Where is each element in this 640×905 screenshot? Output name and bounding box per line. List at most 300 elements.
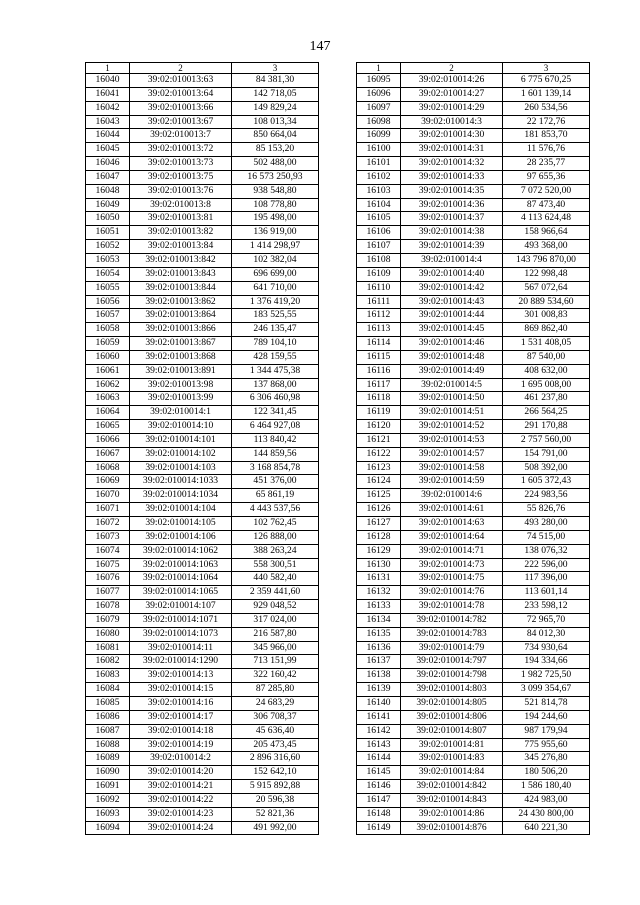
row-number-cell: 16044 — [86, 129, 130, 143]
table-row — [86, 807, 319, 821]
row-number-cell: 16074 — [86, 544, 130, 558]
row-number-cell: 16045 — [86, 143, 130, 157]
table-row — [357, 517, 590, 531]
cadastral-number-cell: 39:02:010013:63 — [130, 74, 232, 88]
value-cell: 138 076,32 — [503, 544, 590, 558]
value-cell: 5 915 892,88 — [232, 780, 319, 794]
table-row — [86, 683, 319, 697]
value-cell: 126 888,00 — [232, 530, 319, 544]
cadastral-number-cell: 39:02:010014:5 — [401, 378, 503, 392]
value-cell: 734 930,64 — [503, 641, 590, 655]
registry-table-right — [356, 62, 590, 835]
table-row — [86, 253, 319, 267]
table-row — [86, 517, 319, 531]
cadastral-number-cell: 39:02:010014:22 — [130, 793, 232, 807]
cadastral-number-cell: 39:02:010014:20 — [130, 766, 232, 780]
value-cell: 149 829,24 — [232, 101, 319, 115]
value-cell: 102 762,45 — [232, 517, 319, 531]
cadastral-number-cell: 39:02:010014:18 — [130, 724, 232, 738]
row-number-cell: 16143 — [357, 738, 401, 752]
row-number-cell: 16064 — [86, 406, 130, 420]
cadastral-number-cell: 39:02:010014:21 — [130, 780, 232, 794]
cadastral-number-cell: 39:02:010014:36 — [401, 198, 503, 212]
row-number-cell: 16138 — [357, 669, 401, 683]
table-row — [86, 115, 319, 129]
cadastral-number-cell: 39:02:010013:844 — [130, 281, 232, 295]
value-cell: 183 525,55 — [232, 309, 319, 323]
cadastral-number-cell: 39:02:010014:19 — [130, 738, 232, 752]
value-cell: 16 573 250,93 — [232, 170, 319, 184]
table-row — [86, 821, 319, 835]
table-row — [357, 157, 590, 171]
cadastral-number-cell: 39:02:010014:52 — [401, 420, 503, 434]
table-row — [86, 350, 319, 364]
table-row — [357, 170, 590, 184]
row-number-cell: 16080 — [86, 627, 130, 641]
table-row — [86, 710, 319, 724]
value-cell: 938 548,80 — [232, 184, 319, 198]
cadastral-number-cell: 39:02:010013:7 — [130, 129, 232, 143]
value-cell: 567 072,64 — [503, 281, 590, 295]
row-number-cell: 16145 — [357, 766, 401, 780]
cadastral-number-cell: 39:02:010014:46 — [401, 337, 503, 351]
row-number-cell: 16149 — [357, 821, 401, 835]
row-number-cell: 16131 — [357, 572, 401, 586]
cadastral-number-cell: 39:02:010013:868 — [130, 350, 232, 364]
cadastral-number-cell: 39:02:010014:1033 — [130, 475, 232, 489]
row-number-cell: 16106 — [357, 226, 401, 240]
cadastral-number-cell: 39:02:010014:10 — [130, 420, 232, 434]
row-number-cell: 16108 — [357, 253, 401, 267]
cadastral-number-cell: 39:02:010014:29 — [401, 101, 503, 115]
value-cell: 2 359 441,60 — [232, 586, 319, 600]
row-number-cell: 16046 — [86, 157, 130, 171]
table-row — [86, 267, 319, 281]
cadastral-number-cell: 39:02:010014:798 — [401, 669, 503, 683]
row-number-cell: 16140 — [357, 696, 401, 710]
table-row — [357, 143, 590, 157]
value-cell: 713 151,99 — [232, 655, 319, 669]
table-row — [357, 309, 590, 323]
row-number-cell: 16091 — [86, 780, 130, 794]
row-number-cell: 16093 — [86, 807, 130, 821]
row-number-cell: 16146 — [357, 780, 401, 794]
row-number-cell: 16132 — [357, 586, 401, 600]
cadastral-number-cell: 39:02:010014:803 — [401, 683, 503, 697]
table-row — [357, 821, 590, 835]
value-cell: 1 586 180,40 — [503, 780, 590, 794]
table-row — [86, 558, 319, 572]
row-number-cell: 16112 — [357, 309, 401, 323]
cadastral-number-cell: 39:02:010013:864 — [130, 309, 232, 323]
table-row — [86, 503, 319, 517]
row-number-cell: 16063 — [86, 392, 130, 406]
value-cell: 291 170,88 — [503, 420, 590, 434]
row-number-cell: 16128 — [357, 530, 401, 544]
table-row — [357, 752, 590, 766]
cadastral-number-cell: 39:02:010014:842 — [401, 780, 503, 794]
value-cell: 521 814,78 — [503, 696, 590, 710]
cadastral-number-cell: 39:02:010014:71 — [401, 544, 503, 558]
table-row — [357, 129, 590, 143]
value-cell: 1 344 475,38 — [232, 364, 319, 378]
value-cell: 195 498,00 — [232, 212, 319, 226]
table-row — [86, 752, 319, 766]
row-number-cell: 16095 — [357, 74, 401, 88]
cadastral-number-cell: 39:02:010014:43 — [401, 295, 503, 309]
column-header-number: 1 — [357, 63, 401, 74]
cadastral-number-cell: 39:02:010014:807 — [401, 724, 503, 738]
row-number-cell: 16123 — [357, 461, 401, 475]
value-cell: 345 966,00 — [232, 641, 319, 655]
cadastral-number-cell: 39:02:010013:82 — [130, 226, 232, 240]
table-row — [86, 281, 319, 295]
row-number-cell: 16105 — [357, 212, 401, 226]
table-row — [357, 683, 590, 697]
table-row — [357, 641, 590, 655]
cadastral-number-cell: 39:02:010013:862 — [130, 295, 232, 309]
value-cell: 1 414 298,97 — [232, 240, 319, 254]
cadastral-number-cell: 39:02:010014:105 — [130, 517, 232, 531]
cadastral-number-cell: 39:02:010014:50 — [401, 392, 503, 406]
value-cell: 143 796 870,00 — [503, 253, 590, 267]
value-cell: 696 699,00 — [232, 267, 319, 281]
cadastral-number-cell: 39:02:010014:11 — [130, 641, 232, 655]
table-row — [357, 337, 590, 351]
row-number-cell: 16049 — [86, 198, 130, 212]
value-cell: 113 840,42 — [232, 433, 319, 447]
value-cell: 640 221,30 — [503, 821, 590, 835]
table-row — [86, 337, 319, 351]
value-cell: 929 048,52 — [232, 600, 319, 614]
row-number-cell: 16137 — [357, 655, 401, 669]
cadastral-number-cell: 39:02:010013:842 — [130, 253, 232, 267]
table-row — [86, 420, 319, 434]
row-number-cell: 16079 — [86, 613, 130, 627]
value-cell: 142 718,05 — [232, 87, 319, 101]
table-row — [86, 447, 319, 461]
value-cell: 440 582,40 — [232, 572, 319, 586]
row-number-cell: 16092 — [86, 793, 130, 807]
table-row — [86, 323, 319, 337]
value-cell: 205 473,45 — [232, 738, 319, 752]
cadastral-number-cell: 39:02:010014:35 — [401, 184, 503, 198]
table-row — [357, 212, 590, 226]
row-number-cell: 16122 — [357, 447, 401, 461]
row-number-cell: 16098 — [357, 115, 401, 129]
row-number-cell: 16088 — [86, 738, 130, 752]
row-number-cell: 16066 — [86, 433, 130, 447]
table-row — [357, 627, 590, 641]
table-row — [357, 350, 590, 364]
table-row — [86, 627, 319, 641]
table-row — [357, 669, 590, 683]
row-number-cell: 16127 — [357, 517, 401, 531]
table-row — [86, 378, 319, 392]
cadastral-number-cell: 39:02:010013:81 — [130, 212, 232, 226]
row-number-cell: 16047 — [86, 170, 130, 184]
cadastral-number-cell: 39:02:010014:31 — [401, 143, 503, 157]
value-cell: 11 576,76 — [503, 143, 590, 157]
table-row — [86, 586, 319, 600]
cadastral-number-cell: 39:02:010014:15 — [130, 683, 232, 697]
table-row — [357, 295, 590, 309]
cadastral-number-cell: 39:02:010013:72 — [130, 143, 232, 157]
cadastral-number-cell: 39:02:010014:876 — [401, 821, 503, 835]
cadastral-number-cell: 39:02:010014:49 — [401, 364, 503, 378]
row-number-cell: 16082 — [86, 655, 130, 669]
header-row — [357, 63, 590, 74]
table-row — [357, 323, 590, 337]
value-cell: 24 430 800,00 — [503, 807, 590, 821]
row-number-cell: 16067 — [86, 447, 130, 461]
cadastral-number-cell: 39:02:010013:866 — [130, 323, 232, 337]
table-row — [86, 129, 319, 143]
row-number-cell: 16081 — [86, 641, 130, 655]
column-header-number: 1 — [86, 63, 130, 74]
table-row — [86, 475, 319, 489]
table-row — [86, 392, 319, 406]
cadastral-number-cell: 39:02:010013:8 — [130, 198, 232, 212]
cadastral-number-cell: 39:02:010014:103 — [130, 461, 232, 475]
table-row — [86, 572, 319, 586]
value-cell: 317 024,00 — [232, 613, 319, 627]
table-row — [86, 433, 319, 447]
cadastral-number-cell: 39:02:010014:51 — [401, 406, 503, 420]
row-number-cell: 16119 — [357, 406, 401, 420]
value-cell: 4 443 537,56 — [232, 503, 319, 517]
value-cell: 641 710,00 — [232, 281, 319, 295]
row-number-cell: 16065 — [86, 420, 130, 434]
column-header-value: 3 — [232, 63, 319, 74]
table-row — [86, 309, 319, 323]
table-row — [357, 710, 590, 724]
value-cell: 22 172,76 — [503, 115, 590, 129]
table-row — [86, 530, 319, 544]
table-row — [357, 74, 590, 88]
table-row — [86, 198, 319, 212]
value-cell: 87 540,00 — [503, 350, 590, 364]
row-number-cell: 16052 — [86, 240, 130, 254]
row-number-cell: 16107 — [357, 240, 401, 254]
value-cell: 6 775 670,25 — [503, 74, 590, 88]
table-row — [357, 198, 590, 212]
table-row — [86, 696, 319, 710]
value-cell: 117 396,00 — [503, 572, 590, 586]
row-number-cell: 16144 — [357, 752, 401, 766]
row-number-cell: 16076 — [86, 572, 130, 586]
value-cell: 52 821,36 — [232, 807, 319, 821]
cadastral-number-cell: 39:02:010014:42 — [401, 281, 503, 295]
table-row — [86, 406, 319, 420]
table-row — [357, 115, 590, 129]
cadastral-number-cell: 39:02:010013:66 — [130, 101, 232, 115]
column-header-cadastral: 2 — [401, 63, 503, 74]
value-cell: 2 896 316,60 — [232, 752, 319, 766]
cadastral-number-cell: 39:02:010013:98 — [130, 378, 232, 392]
value-cell: 6 306 460,98 — [232, 392, 319, 406]
row-number-cell: 16101 — [357, 157, 401, 171]
value-cell: 24 683,29 — [232, 696, 319, 710]
value-cell: 266 564,25 — [503, 406, 590, 420]
value-cell: 108 013,34 — [232, 115, 319, 129]
value-cell: 1 601 139,14 — [503, 87, 590, 101]
cadastral-number-cell: 39:02:010014:30 — [401, 129, 503, 143]
value-cell: 1 605 372,43 — [503, 475, 590, 489]
row-number-cell: 16068 — [86, 461, 130, 475]
value-cell: 987 179,94 — [503, 724, 590, 738]
row-number-cell: 16073 — [86, 530, 130, 544]
row-number-cell: 16083 — [86, 669, 130, 683]
cadastral-number-cell: 39:02:010014:44 — [401, 309, 503, 323]
table-row — [86, 364, 319, 378]
registry-table-left — [85, 62, 319, 835]
value-cell: 84 012,30 — [503, 627, 590, 641]
value-cell: 493 368,00 — [503, 240, 590, 254]
cadastral-number-cell: 39:02:010014:61 — [401, 503, 503, 517]
cadastral-number-cell: 39:02:010013:76 — [130, 184, 232, 198]
cadastral-number-cell: 39:02:010014:64 — [401, 530, 503, 544]
table-row — [86, 87, 319, 101]
table-row — [357, 807, 590, 821]
table-row — [86, 170, 319, 184]
cadastral-number-cell: 39:02:010014:63 — [401, 517, 503, 531]
table-row — [357, 101, 590, 115]
cadastral-number-cell: 39:02:010014:83 — [401, 752, 503, 766]
page-number: 147 — [309, 39, 331, 54]
row-number-cell: 16057 — [86, 309, 130, 323]
cadastral-number-cell: 39:02:010014:57 — [401, 447, 503, 461]
cadastral-number-cell: 39:02:010014:79 — [401, 641, 503, 655]
table-row — [86, 143, 319, 157]
table-row — [357, 530, 590, 544]
value-cell: 55 826,76 — [503, 503, 590, 517]
row-number-cell: 16084 — [86, 683, 130, 697]
row-number-cell: 16075 — [86, 558, 130, 572]
column-header-value: 3 — [503, 63, 590, 74]
table-row — [357, 586, 590, 600]
value-cell: 1 376 419,20 — [232, 295, 319, 309]
row-number-cell: 16050 — [86, 212, 130, 226]
value-cell: 6 464 927,08 — [232, 420, 319, 434]
row-number-cell: 16147 — [357, 793, 401, 807]
cadastral-number-cell: 39:02:010014:783 — [401, 627, 503, 641]
table-row — [357, 793, 590, 807]
value-cell: 775 955,60 — [503, 738, 590, 752]
value-cell: 74 515,00 — [503, 530, 590, 544]
row-number-cell: 16142 — [357, 724, 401, 738]
table-row — [357, 475, 590, 489]
table-row — [86, 461, 319, 475]
cadastral-number-cell: 39:02:010014:1063 — [130, 558, 232, 572]
table-row — [357, 724, 590, 738]
cadastral-number-cell: 39:02:010013:867 — [130, 337, 232, 351]
value-cell: 502 488,00 — [232, 157, 319, 171]
table-row — [357, 613, 590, 627]
value-cell: 493 280,00 — [503, 517, 590, 531]
row-number-cell: 16058 — [86, 323, 130, 337]
cadastral-number-cell: 39:02:010013:67 — [130, 115, 232, 129]
row-number-cell: 16136 — [357, 641, 401, 655]
cadastral-number-cell: 39:02:010014:32 — [401, 157, 503, 171]
cadastral-number-cell: 39:02:010014:37 — [401, 212, 503, 226]
cadastral-number-cell: 39:02:010014:1290 — [130, 655, 232, 669]
table-row — [86, 766, 319, 780]
value-cell: 84 381,30 — [232, 74, 319, 88]
column-header-cadastral: 2 — [130, 63, 232, 74]
value-cell: 2 757 560,00 — [503, 433, 590, 447]
cadastral-number-cell: 39:02:010014:2 — [130, 752, 232, 766]
cadastral-number-cell: 39:02:010014:26 — [401, 74, 503, 88]
value-cell: 345 276,80 — [503, 752, 590, 766]
row-number-cell: 16060 — [86, 350, 130, 364]
value-cell: 3 168 854,78 — [232, 461, 319, 475]
row-number-cell: 16135 — [357, 627, 401, 641]
value-cell: 72 965,70 — [503, 613, 590, 627]
table-row — [357, 378, 590, 392]
cadastral-number-cell: 39:02:010014:16 — [130, 696, 232, 710]
row-number-cell: 16077 — [86, 586, 130, 600]
row-number-cell: 16040 — [86, 74, 130, 88]
value-cell: 87 285,80 — [232, 683, 319, 697]
value-cell: 108 778,80 — [232, 198, 319, 212]
row-number-cell: 16130 — [357, 558, 401, 572]
row-number-cell: 16054 — [86, 267, 130, 281]
row-number-cell: 16118 — [357, 392, 401, 406]
cadastral-number-cell: 39:02:010014:797 — [401, 655, 503, 669]
row-number-cell: 16126 — [357, 503, 401, 517]
value-cell: 869 862,40 — [503, 323, 590, 337]
value-cell: 222 596,00 — [503, 558, 590, 572]
value-cell: 233 598,12 — [503, 600, 590, 614]
table-row — [357, 406, 590, 420]
value-cell: 65 861,19 — [232, 489, 319, 503]
value-cell: 113 601,14 — [503, 586, 590, 600]
row-number-cell: 16125 — [357, 489, 401, 503]
cadastral-number-cell: 39:02:010014:86 — [401, 807, 503, 821]
cadastral-number-cell: 39:02:010014:13 — [130, 669, 232, 683]
table-row — [86, 184, 319, 198]
value-cell: 28 235,77 — [503, 157, 590, 171]
value-cell: 461 237,80 — [503, 392, 590, 406]
row-number-cell: 16141 — [357, 710, 401, 724]
row-number-cell: 16111 — [357, 295, 401, 309]
table-row — [86, 240, 319, 254]
table-row — [357, 392, 590, 406]
row-number-cell: 16069 — [86, 475, 130, 489]
table-row — [357, 420, 590, 434]
cadastral-number-cell: 39:02:010014:58 — [401, 461, 503, 475]
header-row — [86, 63, 319, 74]
value-cell: 260 534,56 — [503, 101, 590, 115]
cadastral-number-cell: 39:02:010014:23 — [130, 807, 232, 821]
value-cell: 388 263,24 — [232, 544, 319, 558]
table-row — [357, 253, 590, 267]
value-cell: 322 160,42 — [232, 669, 319, 683]
table-row — [357, 600, 590, 614]
cadastral-number-cell: 39:02:010013:73 — [130, 157, 232, 171]
row-number-cell: 16139 — [357, 683, 401, 697]
row-number-cell: 16117 — [357, 378, 401, 392]
value-cell: 194 334,66 — [503, 655, 590, 669]
table-row — [357, 572, 590, 586]
cadastral-number-cell: 39:02:010014:1064 — [130, 572, 232, 586]
table-row — [357, 558, 590, 572]
row-number-cell: 16115 — [357, 350, 401, 364]
row-number-cell: 16048 — [86, 184, 130, 198]
cadastral-number-cell: 39:02:010014:843 — [401, 793, 503, 807]
table-row — [86, 669, 319, 683]
